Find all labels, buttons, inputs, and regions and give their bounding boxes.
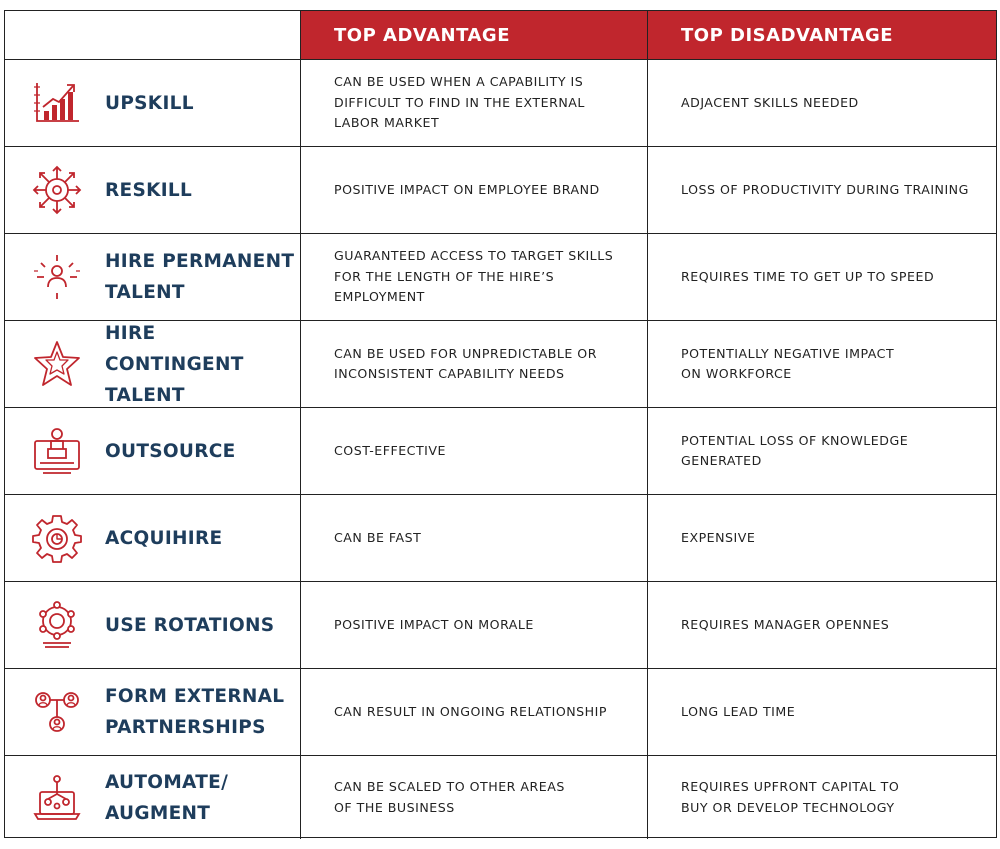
growth-chart-icon: [31, 77, 83, 129]
option-cell: [5, 60, 301, 146]
table-row: [5, 320, 996, 407]
disadvantage-cell: [648, 495, 996, 581]
option-cell: [5, 756, 301, 839]
disadvantage-cell: [648, 756, 996, 839]
disadvantage-cell: [648, 408, 996, 494]
table-row: [5, 581, 996, 668]
advantage-text: GUARANTEED ACCESS TO TARGET SKILLS FOR THE LENGTH OF THE HIRE’S EMPLOYMENT: [334, 248, 614, 305]
option-cell: [5, 582, 301, 668]
option-label: UPSKILL: [105, 92, 194, 114]
option-cell: [5, 669, 301, 755]
person-screen-icon: [31, 425, 83, 477]
advantage-cell: [301, 408, 648, 494]
option-label: ACQUIHIRE: [105, 527, 223, 549]
advantage-text: CAN BE FAST: [334, 529, 422, 545]
option-label: HIRE PERMANENT TALENT: [105, 251, 295, 303]
table-row: [5, 407, 996, 494]
options-table: [4, 10, 997, 838]
option-label: RESKILL: [105, 179, 193, 201]
disadvantage-cell: [648, 147, 996, 233]
table-row: [5, 59, 996, 146]
advantage-cell: [301, 669, 648, 755]
gear-icon: [31, 512, 83, 564]
laptop-network-icon: [31, 772, 83, 824]
table-row: [5, 146, 996, 233]
table-header: [5, 11, 996, 59]
table-row: [5, 755, 996, 839]
header-disadvantage: TOP DISADVANTAGE: [648, 11, 996, 59]
disadvantage-text: EXPENSIVE: [681, 529, 756, 545]
disadvantage-text: POTENTIAL LOSS OF KNOWLEDGE GENERATED: [681, 432, 909, 468]
disadvantage-cell: [648, 60, 996, 146]
option-cell: [5, 147, 301, 233]
disadvantage-cell: [648, 669, 996, 755]
advantage-text: POSITIVE IMPACT ON EMPLOYEE BRAND: [334, 181, 600, 197]
disadvantage-cell: [648, 582, 996, 668]
disadvantage-text: REQUIRES TIME TO GET UP TO SPEED: [681, 268, 935, 284]
advantage-text: CAN BE USED FOR UNPREDICTABLE OR INCONSISTENT CAPABILITY NEEDS: [334, 345, 597, 381]
advantage-text: COST-EFFECTIVE: [334, 442, 446, 458]
disadvantage-text: REQUIRES UPFRONT CAPITAL TO BUY OR DEVELOP TECHNOLOGY: [681, 779, 900, 815]
disadvantage-text: LONG LEAD TIME: [681, 703, 796, 719]
disadvantage-text: POTENTIALLY NEGATIVE IMPACT ON WORKFORCE: [681, 345, 895, 381]
table-row: [5, 233, 996, 320]
disadvantage-text: ADJACENT SKILLS NEEDED: [681, 94, 859, 110]
option-label: USE ROTATIONS: [105, 614, 275, 636]
table-row: [5, 494, 996, 581]
advantage-cell: [301, 756, 648, 839]
option-cell: [5, 495, 301, 581]
disadvantage-cell: [648, 321, 996, 407]
advantage-cell: [301, 495, 648, 581]
header-advantage: TOP ADVANTAGE: [301, 11, 648, 59]
option-label: AUTOMATE/ AUGMENT: [105, 771, 229, 824]
option-label: FORM EXTERNAL PARTNERSHIPS: [105, 686, 285, 738]
people-network-icon: [31, 686, 83, 738]
advantage-text: CAN BE USED WHEN A CAPABILITY IS DIFFICULT TO FIND IN THE EXTERNAL LABOR MARKET: [334, 74, 585, 131]
advantage-cell: [301, 60, 648, 146]
advantage-cell: [301, 234, 648, 320]
arrows-out-icon: [31, 164, 83, 216]
option-cell: [5, 321, 301, 407]
advantage-text: CAN RESULT IN ONGOING RELATIONSHIP: [334, 703, 607, 719]
advantage-cell: [301, 147, 648, 233]
disadvantage-text: REQUIRES MANAGER OPENNES: [681, 616, 890, 632]
network-circle-icon: [31, 599, 83, 651]
option-cell: [5, 234, 301, 320]
option-cell: [5, 408, 301, 494]
option-label: OUTSOURCE: [105, 440, 236, 462]
advantage-text: CAN BE SCALED TO OTHER AREAS OF THE BUSINESS: [334, 779, 565, 815]
header-blank-cell: [5, 11, 301, 59]
advantage-cell: [301, 582, 648, 668]
person-target-icon: [31, 251, 83, 303]
disadvantage-text: LOSS OF PRODUCTIVITY DURING TRAINING: [681, 181, 969, 197]
advantage-text: POSITIVE IMPACT ON MORALE: [334, 616, 534, 632]
disadvantage-cell: [648, 234, 996, 320]
table-row: [5, 668, 996, 755]
advantage-cell: [301, 321, 648, 407]
star-icon: [31, 338, 83, 390]
option-label: HIRE CONTINGENT TALENT: [105, 322, 244, 406]
